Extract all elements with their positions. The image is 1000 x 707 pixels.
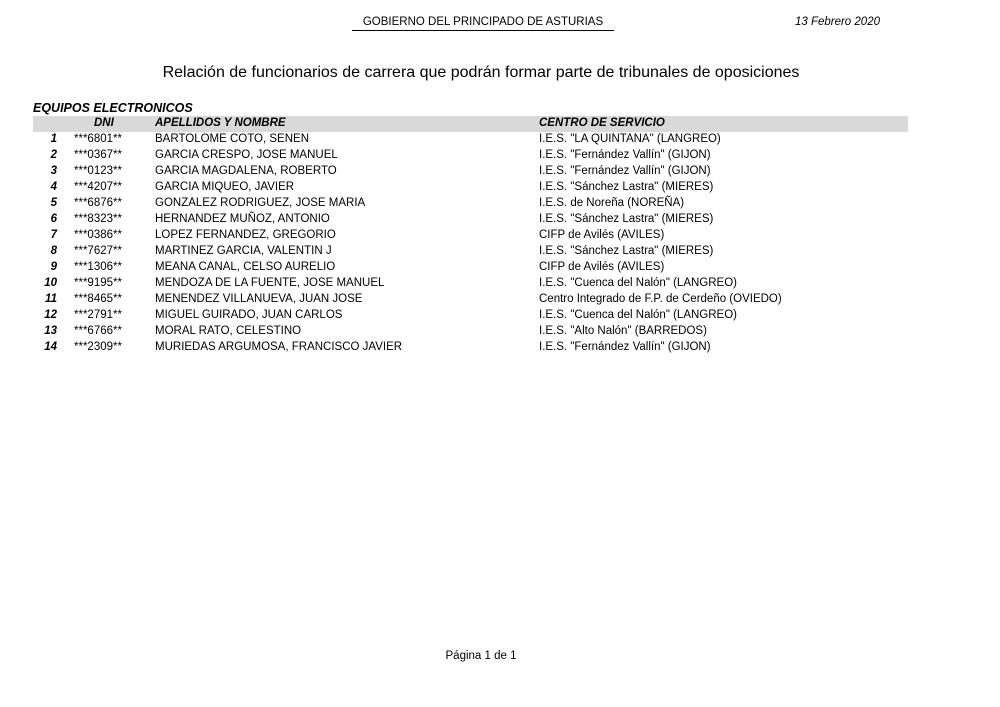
name-cell: MARTINEZ GARCIA, VALENTIN J <box>155 245 332 257</box>
row-number: 1 <box>50 133 57 145</box>
center-cell: I.E.S. "Fernández Vallín" (GIJON) <box>539 341 711 353</box>
table-row <box>33 164 908 180</box>
dni-cell: ***1306** <box>74 261 122 273</box>
center-cell: I.E.S. "Fernández Vallín" (GIJON) <box>539 149 711 161</box>
row-number: 13 <box>44 325 57 337</box>
dni-cell: ***9195** <box>74 277 122 289</box>
table-row <box>33 324 908 340</box>
row-number: 10 <box>44 277 57 289</box>
dni-cell: ***6766** <box>74 325 122 337</box>
center-cell: I.E.S. "Fernández Vallín" (GIJON) <box>539 165 711 177</box>
center-cell: Centro Integrado de F.P. de Cerdeño (OVIEDO) <box>539 293 782 305</box>
name-cell: BARTOLOME COTO, SENEN <box>155 133 310 145</box>
center-cell: I.E.S. "Sánchez Lastra" (MIERES) <box>539 213 714 225</box>
name-cell: LOPEZ FERNANDEZ, GREGORIO <box>155 229 336 241</box>
table-row <box>33 180 908 196</box>
row-number: 11 <box>45 293 57 305</box>
row-number: 6 <box>50 213 57 225</box>
table-row <box>33 276 908 292</box>
center-cell: I.E.S. de Noreña (NOREÑA) <box>539 197 685 209</box>
row-number: 2 <box>50 149 57 161</box>
row-number: 7 <box>50 229 57 241</box>
center-cell: I.E.S. "Alto Nalón" (BARREDOS) <box>539 325 707 337</box>
document-date: 13 Febrero 2020 <box>794 16 880 28</box>
table-row <box>33 308 908 324</box>
table-row <box>33 148 908 164</box>
dni-cell: ***0386** <box>74 229 122 241</box>
row-number: 5 <box>50 197 57 209</box>
center-cell: I.E.S. "Cuenca del Nalón" (LANGREO) <box>539 277 737 289</box>
page-header <box>0 14 1000 34</box>
organization-title: GOBIERNO DEL PRINCIPADO DE ASTURIAS <box>352 16 614 31</box>
table-row <box>33 196 908 212</box>
page-number: Página 1 de 1 <box>445 650 517 662</box>
staff-table <box>33 116 908 356</box>
name-cell: MENENDEZ VILLANUEVA, JUAN JOSE <box>155 293 363 305</box>
name-cell: MURIEDAS ARGUMOSA, FRANCISCO JAVIER <box>155 341 403 353</box>
dni-cell: ***7627** <box>74 245 122 257</box>
center-cell: I.E.S. "Cuenca del Nalón" (LANGREO) <box>539 309 737 321</box>
dni-cell: ***4207** <box>74 181 122 193</box>
row-number: 12 <box>44 309 57 321</box>
table-row <box>33 340 908 356</box>
name-cell: GARCIA CRESPO, JOSE MANUEL <box>155 149 338 161</box>
column-header-dni: DNI <box>94 117 114 129</box>
center-cell: CIFP de Avilés (AVILES) <box>539 229 665 241</box>
column-header-center: CENTRO DE SERVICIO <box>539 117 665 129</box>
dni-cell: ***6876** <box>74 197 122 209</box>
table-row <box>33 212 908 228</box>
dni-cell: ***8323** <box>74 213 122 225</box>
table-row <box>33 292 908 308</box>
name-cell: MEANA CANAL, CELSO AURELIO <box>155 261 336 273</box>
name-cell: GONZALEZ RODRIGUEZ, JOSE MARIA <box>155 197 366 209</box>
row-number: 4 <box>50 181 57 193</box>
center-cell: I.E.S. "Sánchez Lastra" (MIERES) <box>539 245 714 257</box>
name-cell: HERNANDEZ MUÑOZ, ANTONIO <box>155 213 330 225</box>
table-row <box>33 260 908 276</box>
dni-cell: ***0123** <box>74 165 122 177</box>
name-cell: MENDOZA DE LA FUENTE, JOSE MANUEL <box>155 277 385 289</box>
dni-cell: ***2791** <box>74 309 122 321</box>
table-row <box>33 132 908 148</box>
row-number: 3 <box>50 165 57 177</box>
center-cell: I.E.S. "Sánchez Lastra" (MIERES) <box>539 181 714 193</box>
section-title: EQUIPOS ELECTRONICOS <box>33 101 193 115</box>
name-cell: MIGUEL GUIRADO, JUAN CARLOS <box>155 309 343 321</box>
center-cell: CIFP de Avilés (AVILES) <box>539 261 665 273</box>
table-row <box>33 244 908 260</box>
name-cell: GARCIA MAGDALENA, ROBERTO <box>155 165 337 177</box>
name-cell: MORAL RATO, CELESTINO <box>155 325 302 337</box>
document-title: Relación de funcionarios de carrera que podrán formar parte de tribunales de oposiciones <box>162 64 800 81</box>
dni-cell: ***0367** <box>74 149 122 161</box>
row-number: 14 <box>44 341 57 353</box>
center-cell: I.E.S. "LA QUINTANA" (LANGREO) <box>539 133 721 145</box>
name-cell: GARCIA MIQUEO, JAVIER <box>155 181 295 193</box>
column-header-name: APELLIDOS Y NOMBRE <box>155 117 286 129</box>
table-row <box>33 228 908 244</box>
table-body <box>33 132 908 356</box>
row-number: 9 <box>50 261 57 273</box>
dni-cell: ***6801** <box>74 133 122 145</box>
dni-cell: ***2309** <box>74 341 122 353</box>
row-number: 8 <box>50 245 57 257</box>
dni-cell: ***8465** <box>74 293 122 305</box>
table-header <box>33 116 908 132</box>
